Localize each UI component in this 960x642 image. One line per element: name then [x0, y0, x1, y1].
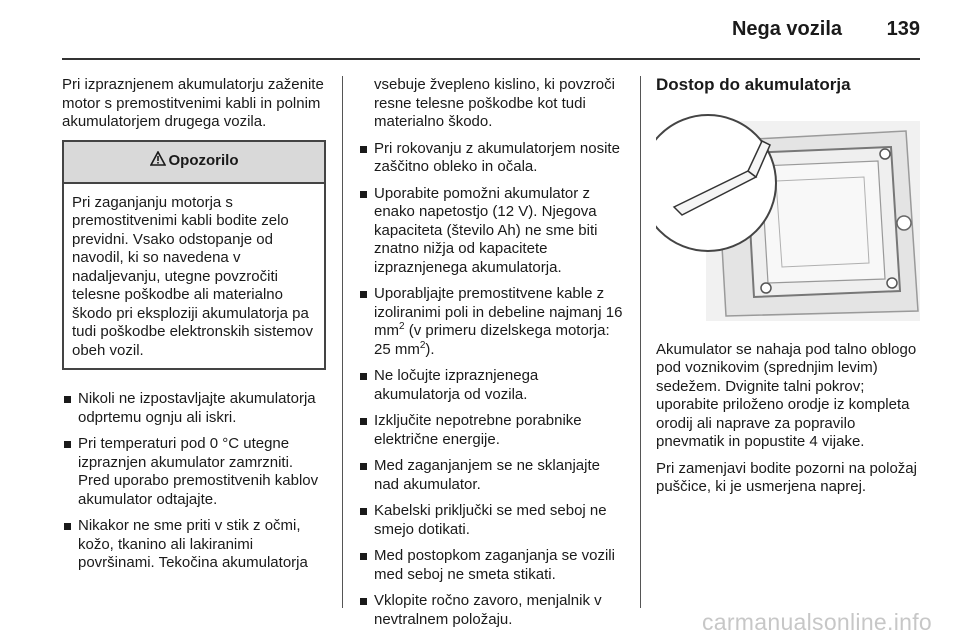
warning-header [64, 142, 324, 184]
list-item: Nikakor ne sme priti v stik z očmi, kožo, tkanino ali lakiranimi površinami. Tekočina akumulatorja [62, 517, 326, 573]
warning-body: Pri zaganjanju motorja s premostitvenimi kabli bodite zelo previdni. Vsako odstopanje od navodil, ki so navedena v nadaljevanju, utegne povzročiti telesne poškodbe ali materialno škodo pri eksploziji akumulatorja pa tudi poškodbe elektronskih sistemov obeh vozil. [72, 193, 313, 359]
column-2 [358, 76, 626, 637]
list-item: Izključite nepotrebne porabnike električne energije. [358, 412, 626, 449]
list-item: Pri temperaturi pod 0 °C utegne izpraznjen akumulator zamrzniti. Pred uporabo premostitvenih kablov akumulator odtajajte. [62, 435, 326, 509]
section-paragraph: Pri zamenjavi bodite pozorni na položaj puščice, ki je usmerjena naprej. [656, 459, 917, 495]
warning-title: Opozorilo [168, 152, 239, 170]
list-item: Nikoli ne izpostavljajte akumulatorja odprtemu ognju ali iskri. [62, 390, 326, 427]
section-paragraph: Akumulator se nahaja pod talno oblogo pod voznikovim (sprednjim levim) sedežem. Dvignite talni pokrov; uporabite priloženo orodje iz kompleta orodij ali naprave za popravilo pnevmatik in popustite 4 vijake. [656, 340, 917, 450]
cable-text-end: ). [425, 340, 435, 358]
list-item: Uporabite pomožni akumulator z enako napetostjo (12 V). Njegova kapaciteta (število Ah) ne sme biti znatno nižja od kapacitete izpraznjenega akumulatorja. [358, 185, 626, 278]
list-item: Vklopite ročno zavoro, menjalnik v nevtralnem položaju. [358, 592, 626, 629]
header-rule [62, 58, 920, 60]
watermark: carmanualsonline.info [701, 609, 932, 635]
list-item-cable-size [358, 285, 626, 359]
column-3 [656, 76, 922, 505]
page-number: 139 [886, 18, 920, 40]
continuation-text: vsebuje žvepleno kislino, ki povzroči resne telesne poškodbe kot tudi materialno škodo. [374, 76, 615, 130]
cable-text-mid: (v primeru dizelskega motorja: 25 mm [374, 322, 610, 358]
warning-triangle-icon [150, 151, 166, 172]
superscript: 2 [399, 321, 405, 332]
list-item: Pri rokovanju z akumulatorjem nosite zaščitno obleko in očala. [358, 140, 626, 177]
list-item: Med postopkom zaganjanja se vozili med seboj ne smeta stikati. [358, 547, 626, 584]
column-divider-1 [342, 76, 343, 608]
list-item: Ne ločujte izpraznjenega akumulatorja od vozila. [358, 367, 626, 404]
intro-paragraph: Pri izpraznjenem akumulatorju zaženite motor s premostitvenimi kabli in polnim akumulatorjem drugega vozila. [62, 76, 324, 130]
section-heading: Dostop do akumulatorja [656, 75, 851, 94]
list-item: Med zaganjanjem se ne sklanjajte nad akumulator. [358, 457, 626, 494]
column-divider-2 [640, 76, 641, 608]
superscript: 2 [419, 339, 426, 351]
column-1 [62, 76, 326, 581]
cable-text: Uporabljajte premostitvene kable z izoliranimi poli in debeline najmanj 16 mm [374, 285, 623, 339]
running-header-title: Nega vozila [731, 18, 842, 40]
battery-cover-illustration [656, 111, 920, 323]
warning-box [62, 140, 326, 371]
list-item: Kabelski priključki se med seboj ne smejo dotikati. [358, 502, 626, 539]
